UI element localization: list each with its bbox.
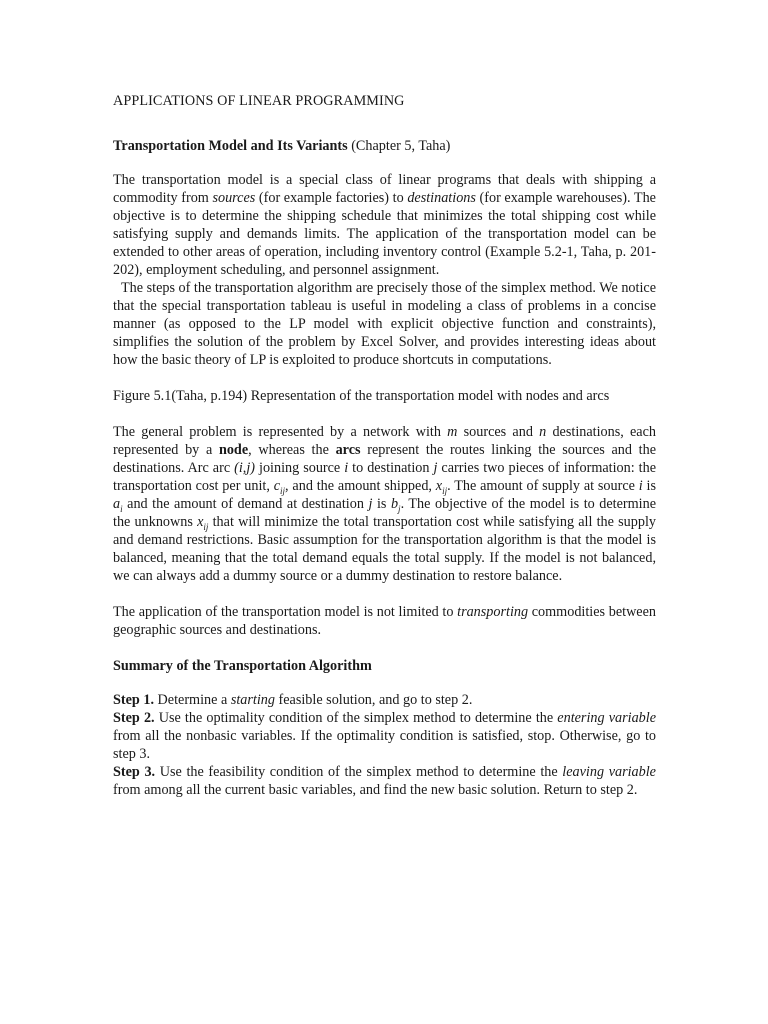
math-subscript: ij [203, 521, 209, 532]
math-subscript: i [120, 503, 123, 514]
math-subscript: ij [280, 485, 286, 496]
text-run: from all the nonbasic variables. If the optimality condition is satisfied, stop. Otherwise, go to step 3. [113, 728, 656, 762]
math-j: j [368, 496, 373, 512]
text-run: is [372, 496, 391, 512]
document-body [113, 92, 656, 799]
step-label: Step 1. [113, 692, 154, 708]
text-run: that will minimize the total transportation cost while satisfying all the supply and demand restrictions. Basic assumption for the transportation algorithm is that the model is balanced, meaning that the total demand equals the total supply. If the model is not balanced, we can always add a dummy source or a dummy destination to restore balance. [113, 514, 656, 584]
term-arcs: arcs [335, 442, 361, 458]
section-heading [113, 137, 656, 155]
text-run: sources and [457, 424, 540, 440]
step-2 [113, 709, 656, 763]
text-run: (for example factories) to [255, 190, 408, 206]
math-i: i [344, 460, 349, 476]
math-c: c [273, 478, 281, 494]
text-run: . The amount of supply at source [447, 478, 639, 494]
math-bj [391, 496, 401, 512]
intro-paragraph [113, 171, 656, 279]
math-j: j [433, 460, 438, 476]
emphasis-destinations: destinations [407, 190, 476, 206]
text-run: The transportation model is a special class of linear programs that deals with shipping a commodity from [113, 172, 656, 206]
text-run: Use the optimality condition of the simplex method to determine the [154, 710, 558, 726]
text-run: joining source [255, 460, 345, 476]
text-run: The general problem is represented by a network with [113, 424, 448, 440]
text-run: from among all the current basic variables, and find the new basic solution. Return to step 2. [113, 782, 638, 798]
math-n: n [539, 424, 547, 440]
text-run: , whereas the [248, 442, 336, 458]
step-1 [113, 691, 656, 709]
step-3 [113, 763, 656, 799]
emphasis-starting: starting [230, 692, 275, 708]
emphasis-entering-variable: entering variable [557, 710, 656, 726]
math-x: x [435, 478, 443, 494]
step-label: Step 2. [113, 710, 155, 726]
text-run: is [642, 478, 657, 494]
step-label: Step 3. [113, 764, 156, 780]
math-cij [274, 478, 285, 494]
text-run: and the amount of demand at destination [122, 496, 369, 512]
math-ij: (i,j) [234, 460, 256, 476]
emphasis-leaving-variable: leaving variable [562, 764, 656, 780]
section-heading-rest: (Chapter 5, Taha) [347, 138, 451, 154]
text-run: destinations, each represented by a [113, 424, 656, 458]
text-run: The application of the transportation model is not limited to [113, 604, 458, 620]
emphasis-sources: sources [212, 190, 256, 206]
math-x: x [197, 514, 204, 530]
math-i: i [638, 478, 643, 494]
document-title: APPLICATIONS OF LINEAR PROGRAMMING [113, 93, 405, 109]
text-run: . The objective of the model is to determine the unknowns [113, 496, 656, 530]
text-run: carries two pieces of information: the transportation cost per unit, [113, 460, 656, 494]
text-run: (for example warehouses). The objective is to determine the shipping schedule that minimizes the total shipping cost while satisfying supply and demands limits. The application of the transportation model can be extended to other areas of operation, including inventory control (Example 5.2-1, Taha, p. 201-202), employment scheduling, and personnel assignment. [113, 190, 656, 278]
math-subscript: j [398, 503, 401, 514]
text-run: feasible solution, and go to step 2. [274, 692, 473, 708]
term-node: node [218, 442, 249, 458]
text-run: , and the amount shipped, [285, 478, 436, 494]
section-heading-bold: Transportation Model and Its Variants [113, 138, 348, 154]
algorithm-paragraph: The steps of the transportation algorithm are precisely those of the simplex method. We notice that the special transportation tableau is useful in modeling a class of problems in a concise manner (as opposed to the LP model with explicit objective function and constraints), simplifies the solution of the problem by Excel Solver, and provides interesting ideas about how the basic theory of LP is exploited to produce shortcuts in computations. [113, 280, 656, 368]
emphasis-transporting: transporting [457, 604, 529, 620]
summary-heading: Summary of the Transportation Algorithm [113, 658, 372, 674]
math-xij [197, 514, 208, 530]
math-subscript: ij [442, 485, 448, 496]
text-run: Determine a [154, 692, 231, 708]
math-ai [113, 496, 123, 512]
text-run: commodities between geographic sources and destinations. [113, 604, 656, 638]
figure-caption: Figure 5.1(Taha, p.194) Representation of the transportation model with nodes and arcs [113, 388, 610, 404]
math-xij [436, 478, 447, 494]
application-paragraph [113, 603, 656, 639]
text-run: to destination [348, 460, 434, 476]
network-paragraph [113, 423, 656, 585]
text-run: Use the feasibility condition of the simplex method to determine the [155, 764, 563, 780]
math-a: a [113, 496, 121, 512]
math-b: b [390, 496, 399, 512]
math-m: m [447, 424, 458, 440]
text-run: represent the routes linking the sources and the destinations. Arc arc [113, 442, 656, 476]
